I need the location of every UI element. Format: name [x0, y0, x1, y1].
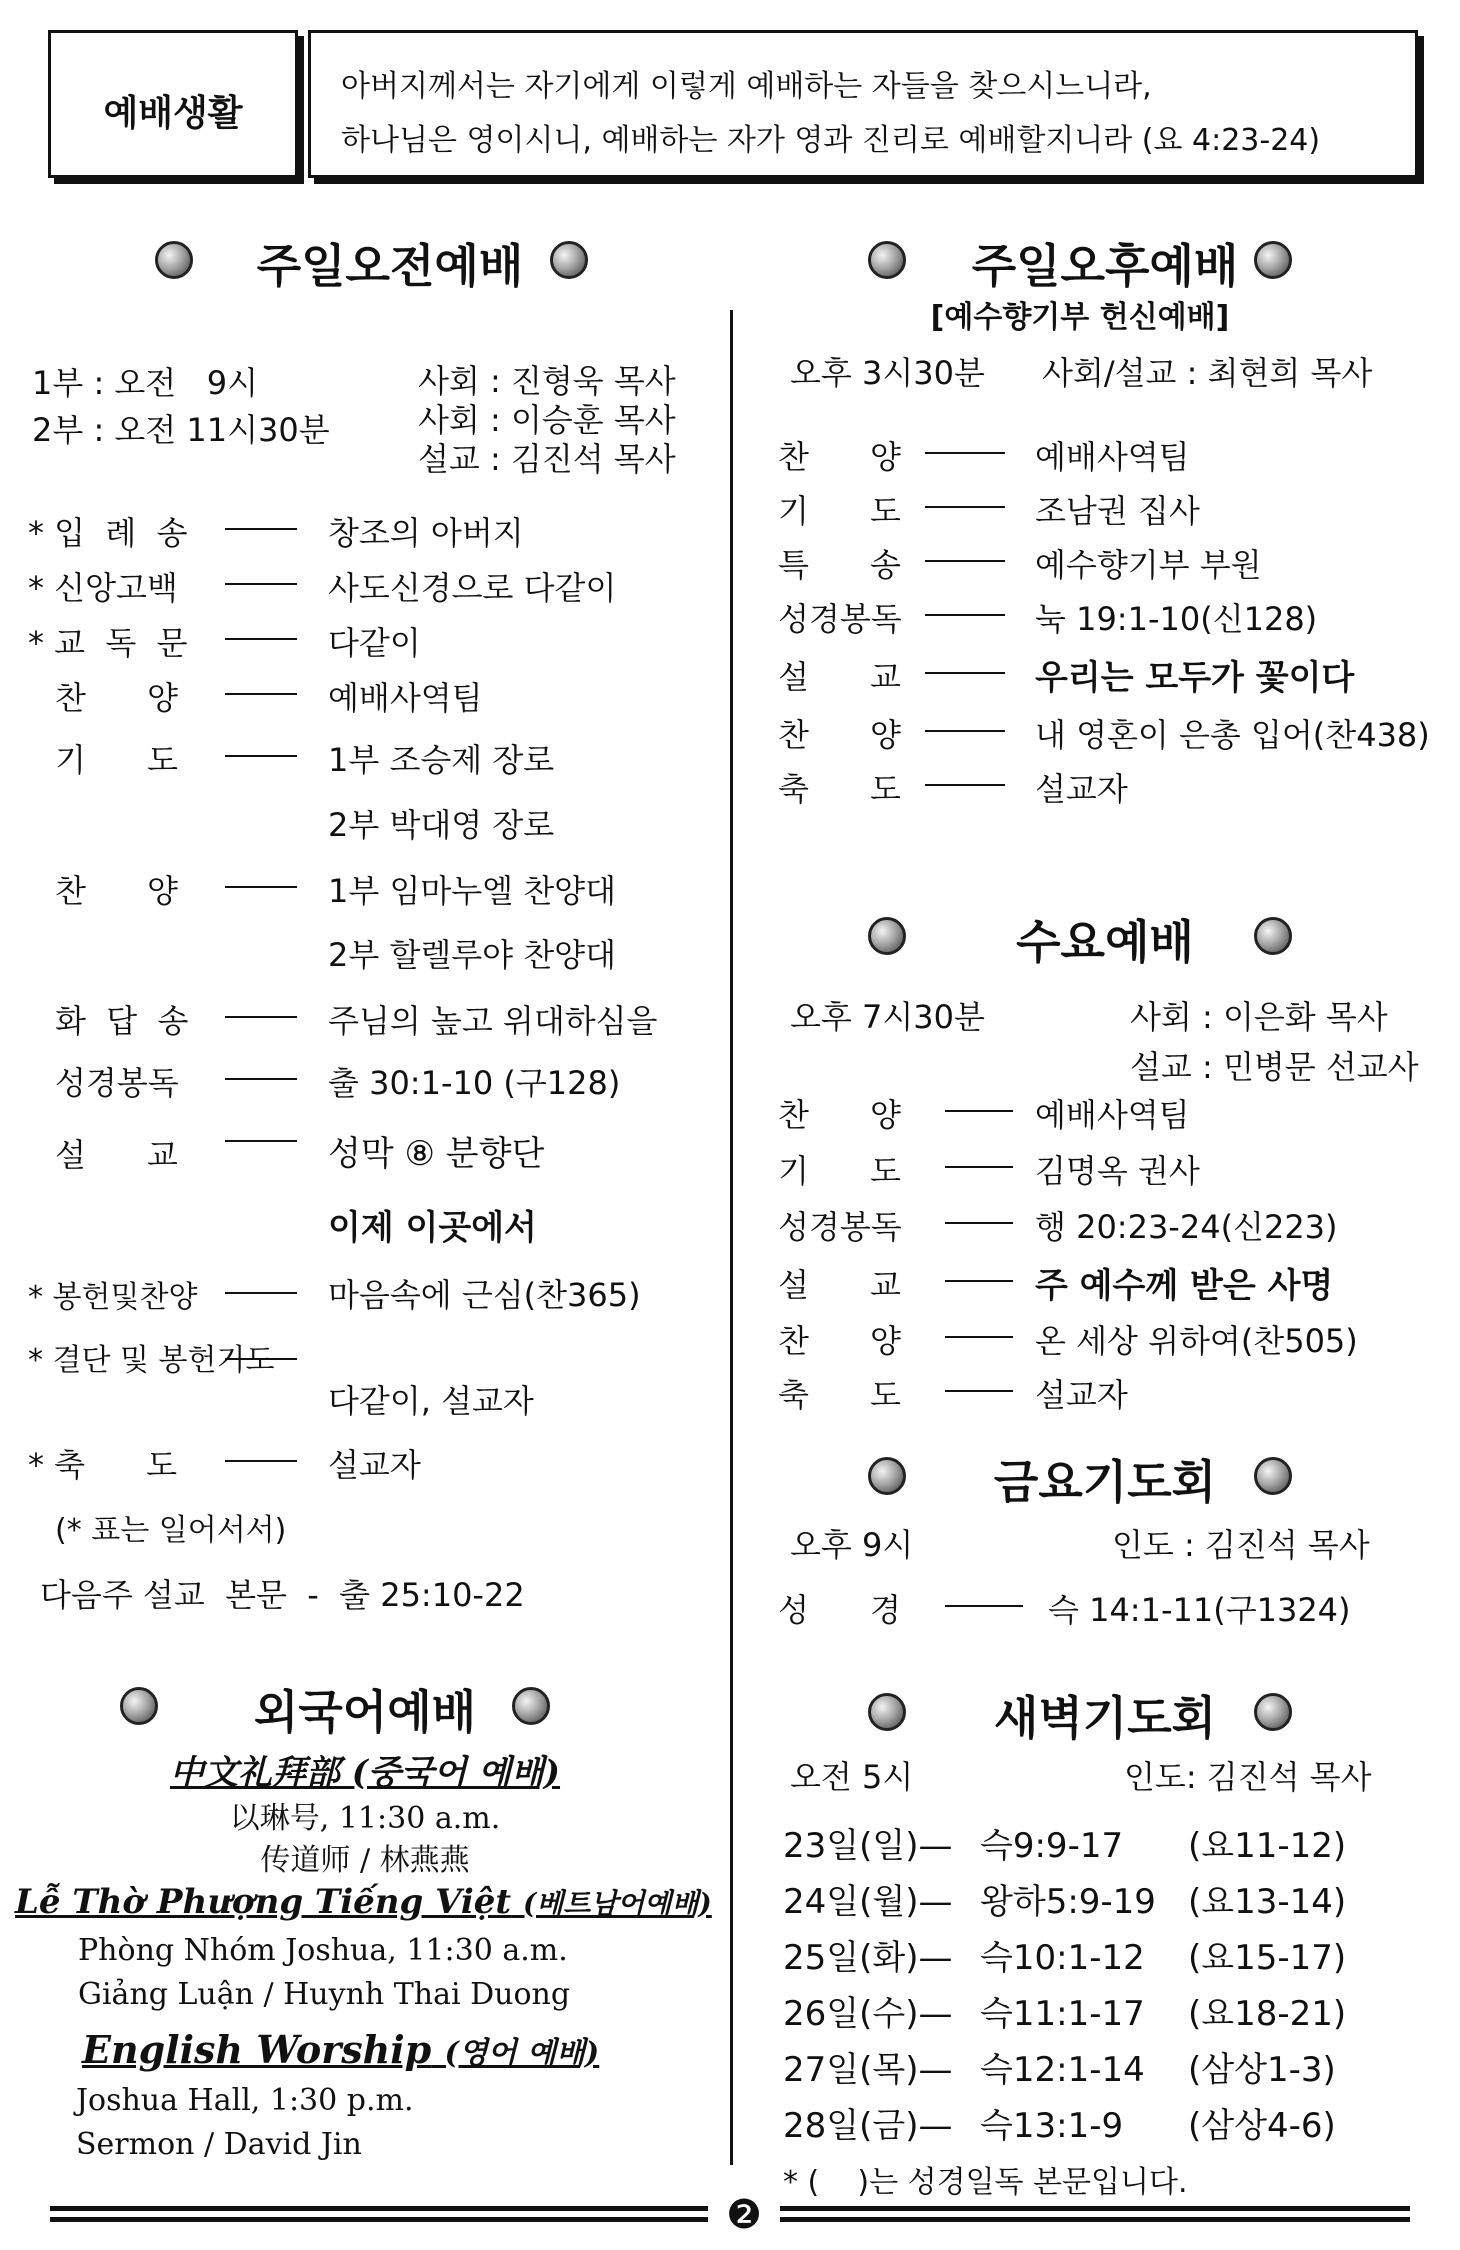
- order-value: 다같이, 설교자: [328, 1382, 534, 1420]
- dawn-day: 24일(월)—: [783, 1882, 953, 1922]
- order-value: 눅 19:1-10(신128): [1035, 600, 1318, 638]
- order-label: 성경봉독: [55, 1064, 179, 1102]
- order-dash: [225, 583, 297, 585]
- morning-leader-1: 사회 : 진형욱 목사: [418, 362, 676, 400]
- standing-note: (* 표는 일어서서): [55, 1513, 287, 1548]
- order-value: 행 20:23-24(신223): [1035, 1208, 1338, 1246]
- order-label: 설 교: [55, 1136, 178, 1174]
- order-value: 다같이: [328, 624, 421, 662]
- order-value: 사도신경으로 다같이: [328, 569, 617, 607]
- order-label: * 입 례 송: [28, 514, 188, 552]
- page-number: ❷: [726, 2192, 762, 2238]
- order-dash: [225, 886, 297, 888]
- order-label: * 신앙고백: [28, 569, 178, 607]
- order-label: 찬 양: [778, 716, 901, 754]
- wednesday-time: 오후 7시30분: [790, 998, 985, 1036]
- english-line-1: Joshua Hall, 1:30 p.m.: [76, 2083, 414, 2118]
- order-label: * 교 독 문: [28, 624, 188, 662]
- dawn-day: 27일(목)—: [783, 2050, 953, 2090]
- order-value: 김명옥 권사: [1035, 1152, 1200, 1190]
- order-dash: [945, 1605, 1023, 1607]
- wednesday-title: 수요예배: [1016, 915, 1194, 969]
- order-value: 1부 조승제 장로: [328, 741, 555, 779]
- english-title: [82, 2027, 599, 2072]
- dawn-day: 28일(금)—: [783, 2106, 953, 2146]
- dawn-reading: (삼상4-6): [1188, 2106, 1336, 2146]
- english-line-2: Sermon / David Jin: [76, 2127, 362, 2162]
- afternoon-sermon-title: 우리는 모두가 꽃이다: [1035, 658, 1355, 698]
- vietnamese-title: [15, 1882, 712, 1922]
- order-dash: [225, 1358, 297, 1360]
- order-dash: [925, 730, 1005, 732]
- bullet-icon: [512, 1687, 550, 1725]
- order-dash: [225, 755, 297, 757]
- order-dash: [925, 784, 1005, 786]
- afternoon-leader: 사회/설교 : 최현희 목사: [1042, 354, 1373, 392]
- order-label: 설 교: [778, 1266, 901, 1304]
- order-label: * 결단 및 봉헌기도: [28, 1343, 275, 1378]
- bullet-icon: [1254, 1457, 1292, 1495]
- dawn-text: 슥10:1-12: [980, 1938, 1145, 1978]
- order-value: 온 세상 위하여(찬505): [1035, 1322, 1358, 1360]
- order-dash: [945, 1390, 1013, 1392]
- order-value: 설교자: [1035, 1376, 1128, 1414]
- order-dash: [925, 614, 1005, 616]
- bullet-icon: [550, 241, 588, 279]
- order-label: 성경봉독: [778, 1208, 902, 1246]
- header-label: 예배생활: [103, 93, 243, 134]
- dawn-reading: (요11-12): [1188, 1826, 1347, 1866]
- order-label: 설 교: [778, 658, 901, 696]
- dawn-note: * ( )는 성경일독 본문입니다.: [783, 2165, 1188, 2200]
- order-dash: [945, 1110, 1013, 1112]
- footer-rule-right-2: [780, 2217, 1410, 2222]
- order-dash: [225, 1016, 297, 1018]
- order-dash: [945, 1222, 1013, 1224]
- order-dash: [925, 506, 1005, 508]
- column-divider: [730, 310, 733, 2165]
- verse-line-2: 하나님은 영이시니, 예배하는 자가 영과 진리로 예배할지니라 (요 4:23-24): [341, 123, 1321, 158]
- order-value: 출 30:1-10 (구128): [328, 1064, 621, 1102]
- afternoon-title: 주일오후예배: [971, 239, 1239, 293]
- bullet-icon: [868, 1693, 906, 1731]
- order-value-2: 2부 박대영 장로: [328, 806, 555, 844]
- wednesday-leader: 사회 : 이은화 목사: [1130, 998, 1388, 1036]
- morning-service-1: 1부 : 오전 9시: [32, 364, 259, 402]
- bullet-icon: [868, 1457, 906, 1495]
- morning-service-2: 2부 : 오전 11시30분: [32, 411, 330, 449]
- bullet-icon: [155, 241, 193, 279]
- order-value: 창조의 아버지: [328, 514, 524, 552]
- afternoon-subtitle: [예수향기부 헌신예배]: [930, 300, 1230, 335]
- header-verse-box: [308, 30, 1418, 178]
- dawn-text: 슥11:1-17: [980, 1994, 1145, 2034]
- dawn-reading: (요13-14): [1188, 1882, 1347, 1922]
- order-dash: [925, 672, 1005, 674]
- order-value-2: 2부 할렐루야 찬양대: [328, 936, 616, 974]
- order-dash: [925, 560, 1005, 562]
- order-label: 성경봉독: [778, 600, 902, 638]
- order-value: 예배사역팀: [1035, 438, 1190, 476]
- order-value: 내 영혼이 은총 입어(찬438): [1035, 716, 1430, 754]
- vietnamese-title-kr: (베트남어예배): [522, 1887, 712, 1920]
- order-value: 마음속에 근심(찬365): [328, 1276, 641, 1314]
- friday-label: 성 경: [778, 1591, 901, 1629]
- order-value: 조남권 집사: [1035, 492, 1200, 530]
- sermon-title: 성막 ⑧ 분향단: [328, 1134, 545, 1174]
- english-title-kr: (영어 예배): [444, 2036, 600, 2071]
- chinese-line-2: 传道师 / 林燕燕: [260, 1843, 470, 1878]
- order-label: 찬 양: [778, 1096, 901, 1134]
- order-label: 축 도: [778, 1376, 901, 1414]
- dawn-text: 왕하5:9-19: [980, 1882, 1156, 1922]
- morning-title: 주일오전예배: [256, 239, 524, 293]
- dawn-reading: (삼상1-3): [1188, 2050, 1336, 2090]
- order-value: 설교자: [328, 1446, 421, 1484]
- vietnamese-title-text: Lễ Thờ Phượng Tiếng Việt: [15, 1882, 512, 1922]
- dawn-day: 26일(수)—: [783, 1994, 953, 2034]
- friday-leader: 인도 : 김진석 목사: [1112, 1526, 1370, 1564]
- order-value: 주님의 높고 위대하심을: [328, 1002, 658, 1040]
- morning-preacher: 설교 : 김진석 목사: [418, 440, 676, 478]
- bullet-icon: [868, 241, 906, 279]
- bullet-icon: [1254, 1693, 1292, 1731]
- order-value: 1부 임마누엘 찬양대: [328, 872, 616, 910]
- order-dash: [225, 1292, 297, 1294]
- order-dash: [225, 1078, 297, 1080]
- bullet-icon: [1254, 917, 1292, 955]
- order-label: 기 도: [55, 741, 178, 779]
- order-label: 화 답 송: [55, 1002, 189, 1040]
- bullet-icon: [120, 1687, 158, 1725]
- dawn-title: 새벽기도회: [993, 1691, 1217, 1745]
- order-value: 설교자: [1035, 770, 1128, 808]
- afternoon-time: 오후 3시30분: [790, 354, 985, 392]
- verse-line-1: 아버지께서는 자기에게 이렇게 예배하는 자들을 찾으시느니라,: [341, 69, 1152, 104]
- vietnamese-line-2: Giảng Luận / Huynh Thai Duong: [78, 1977, 571, 2012]
- dawn-reading: (요15-17): [1188, 1938, 1347, 1978]
- order-label: 찬 양: [778, 438, 901, 476]
- dawn-day: 23일(일)—: [783, 1826, 953, 1866]
- chinese-line-1: 以琳号, 11:30 a.m.: [229, 1801, 501, 1836]
- footer-rule-right: [780, 2206, 1410, 2211]
- order-dash: [225, 1460, 297, 1462]
- order-value: 예배사역팀: [328, 679, 483, 717]
- morning-leader-2: 사회 : 이승훈 목사: [418, 401, 676, 439]
- friday-time: 오후 9시: [790, 1526, 914, 1564]
- dawn-day: 25일(화)—: [783, 1938, 953, 1978]
- order-label: 기 도: [778, 1152, 901, 1190]
- header-label-box: [48, 30, 298, 178]
- dawn-leader: 인도: 김진석 목사: [1124, 1758, 1372, 1796]
- order-label: 찬 양: [55, 872, 178, 910]
- chinese-title: 中文礼拜部 (중국어 예배): [169, 1753, 561, 1793]
- order-label: * 축 도: [28, 1446, 178, 1484]
- next-week-text: 다음주 설교 본문 - 출 25:10-22: [40, 1576, 525, 1614]
- vietnamese-line-1: Phòng Nhóm Joshua, 11:30 a.m.: [78, 1933, 568, 1968]
- order-label: 찬 양: [55, 679, 178, 717]
- english-title-text: English Worship: [82, 2027, 432, 2072]
- order-dash: [945, 1336, 1013, 1338]
- dawn-reading: (요18-21): [1188, 1994, 1347, 2034]
- dawn-text: 슥13:1-9: [980, 2106, 1124, 2146]
- order-value: 예배사역팀: [1035, 1096, 1190, 1134]
- footer-rule-left: [50, 2206, 708, 2211]
- bullet-icon: [1254, 241, 1292, 279]
- order-dash: [925, 452, 1005, 454]
- bullet-icon: [868, 917, 906, 955]
- dawn-text: 슥12:1-14: [980, 2050, 1145, 2090]
- sermon-subtitle: 이제 이곳에서: [328, 1208, 537, 1248]
- order-dash: [945, 1280, 1013, 1282]
- order-label: 특 송: [778, 546, 901, 584]
- friday-value: 슥 14:1-11(구1324): [1048, 1591, 1351, 1629]
- dawn-time: 오전 5시: [790, 1758, 914, 1796]
- wednesday-sermon-title: 주 예수께 받은 사명: [1035, 1266, 1334, 1306]
- footer-rule-left-2: [50, 2217, 708, 2222]
- order-label: * 봉헌및찬양: [28, 1280, 198, 1315]
- wednesday-preacher: 설교 : 민병문 선교사: [1130, 1048, 1419, 1086]
- order-label: 축 도: [778, 770, 901, 808]
- order-label: 찬 양: [778, 1322, 901, 1360]
- order-dash: [225, 1140, 297, 1142]
- order-dash: [225, 528, 297, 530]
- foreign-title: 외국어예배: [253, 1685, 477, 1739]
- order-value: 예수향기부 부원: [1035, 546, 1262, 584]
- friday-title: 금요기도회: [993, 1455, 1217, 1509]
- dawn-text: 슥9:9-17: [980, 1826, 1124, 1866]
- order-dash: [945, 1166, 1013, 1168]
- order-label: 기 도: [778, 492, 901, 530]
- order-dash: [225, 638, 297, 640]
- order-dash: [225, 693, 297, 695]
